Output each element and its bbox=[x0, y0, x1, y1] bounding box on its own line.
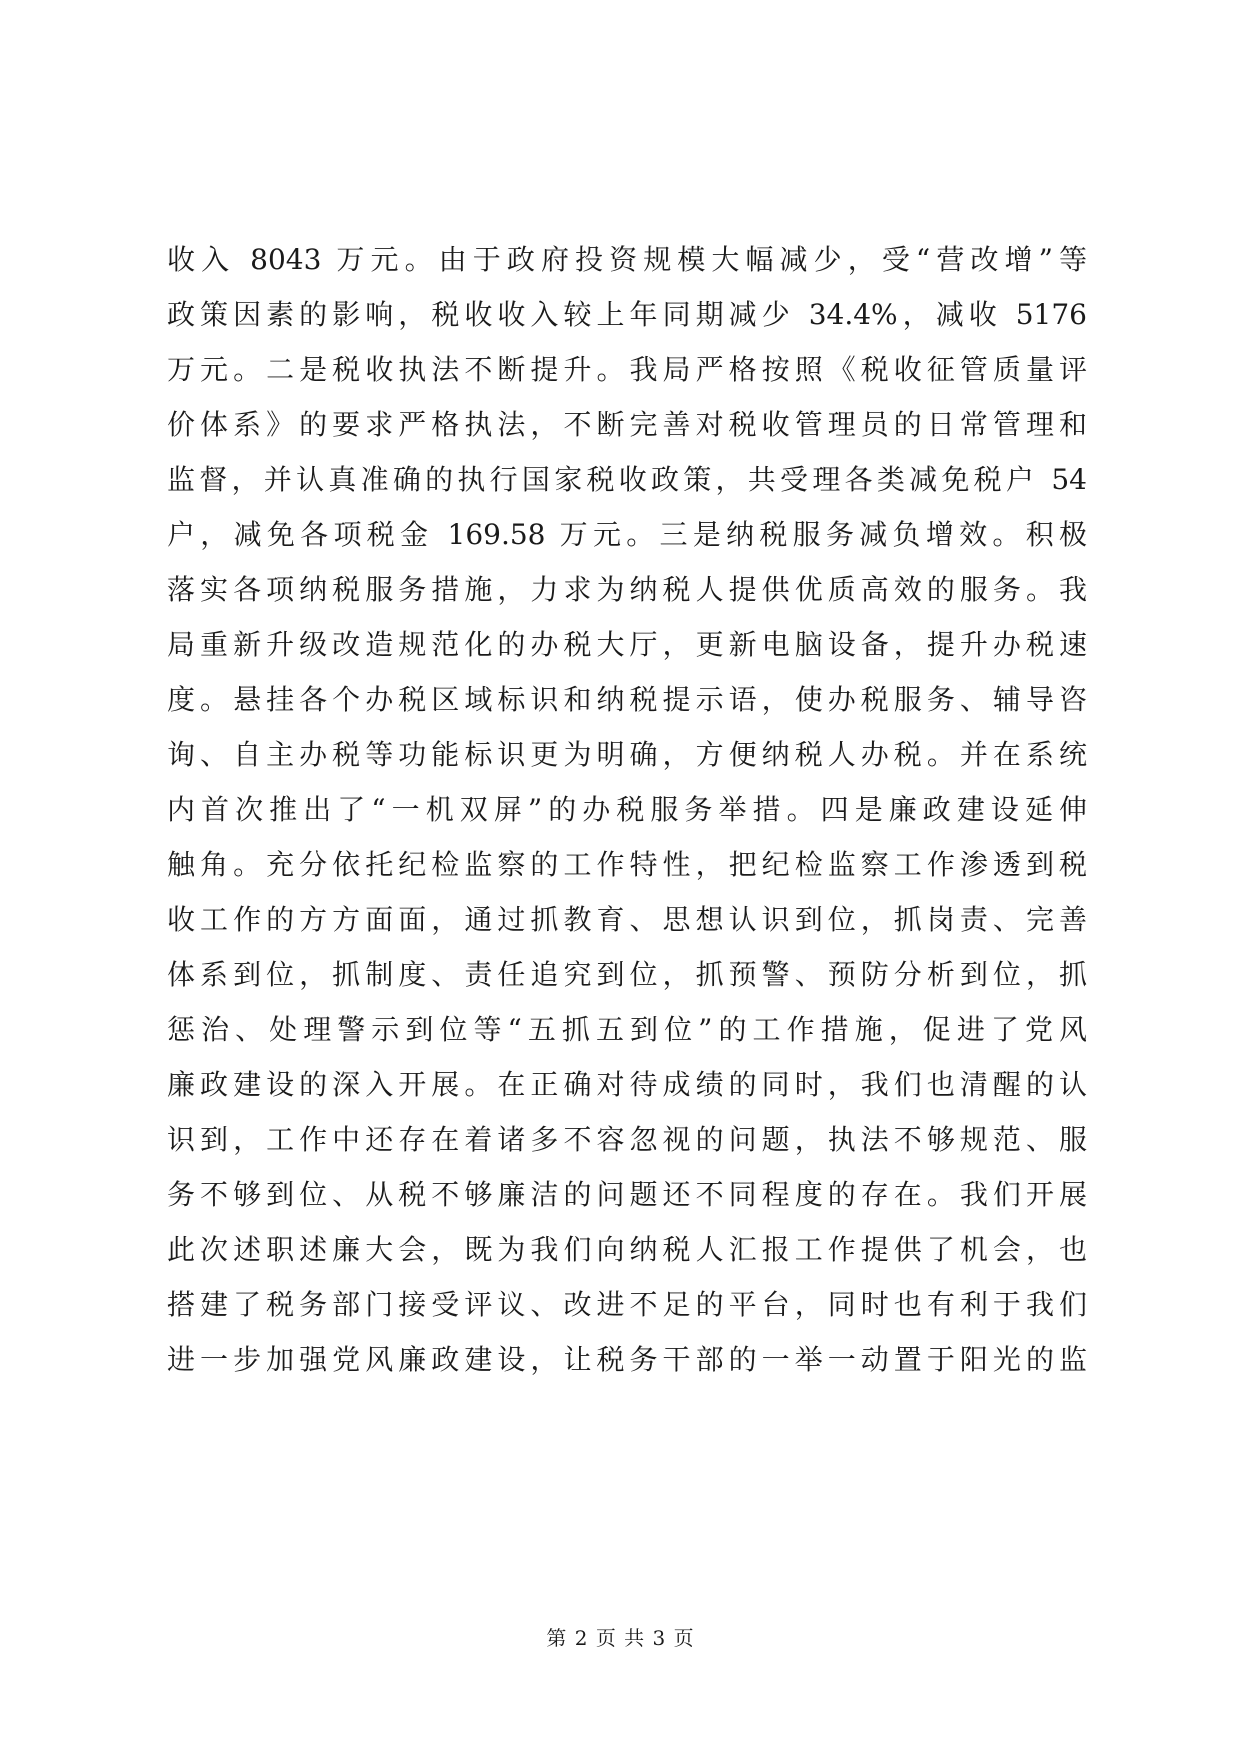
text-line: 识到，工作中还存在着诸多不容忽视的问题，执法不够规范、服 bbox=[167, 1123, 1087, 1156]
text-line: 询、自主办税等功能标识更为明确，方便纳税人办税。并在系统 bbox=[167, 738, 1087, 771]
text-line: 政策因素的影响，税收收入较上年同期减少 34.4%，减收 5176 bbox=[167, 298, 1087, 331]
text-line: 搭建了税务部门接受评议、改进不足的平台，同时也有利于我们 bbox=[167, 1288, 1087, 1321]
text-line: 廉政建设的深入开展。在正确对待成绩的同时，我们也清醒的认 bbox=[167, 1068, 1087, 1101]
text-line: 惩治、处理警示到位等“五抓五到位”的工作措施，促进了党风 bbox=[167, 1013, 1087, 1046]
text-line: 度。悬挂各个办税区域标识和纳税提示语，使办税服务、辅导咨 bbox=[167, 683, 1087, 716]
body-text bbox=[167, 232, 1087, 1387]
text-line: 价体系》的要求严格执法，不断完善对税收管理员的日常管理和 bbox=[167, 408, 1087, 441]
text-line: 落实各项纳税服务措施，力求为纳税人提供优质高效的服务。我 bbox=[167, 573, 1087, 606]
text-line: 万元。二是税收执法不断提升。我局严格按照《税收征管质量评 bbox=[167, 353, 1087, 386]
text-line: 触角。充分依托纪检监察的工作特性，把纪检监察工作渗透到税 bbox=[167, 848, 1087, 881]
text-line: 局重新升级改造规范化的办税大厅，更新电脑设备，提升办税速 bbox=[167, 628, 1087, 661]
text-line: 体系到位，抓制度、责任追究到位，抓预警、预防分析到位，抓 bbox=[167, 958, 1087, 991]
text-line: 此次述职述廉大会，既为我们向纳税人汇报工作提供了机会，也 bbox=[167, 1233, 1087, 1266]
page-footer: 第 2 页 共 3 页 bbox=[546, 1626, 695, 1650]
text-line: 监督，并认真准确的执行国家税收政策，共受理各类减免税户 54 bbox=[167, 463, 1087, 496]
text-line: 内首次推出了“一机双屏”的办税服务举措。四是廉政建设延伸 bbox=[167, 793, 1087, 826]
text-line: 务不够到位、从税不够廉洁的问题还不同程度的存在。我们开展 bbox=[167, 1178, 1087, 1211]
text-line: 收入 8043 万元。由于政府投资规模大幅减少，受“营改增”等 bbox=[167, 243, 1087, 276]
text-line: 进一步加强党风廉政建设，让税务干部的一举一动置于阳光的监 bbox=[167, 1343, 1087, 1376]
text-line: 收工作的方方面面，通过抓教育、思想认识到位，抓岗责、完善 bbox=[167, 903, 1087, 936]
text-line: 户，减免各项税金 169.58 万元。三是纳税服务减负增效。积极 bbox=[167, 518, 1087, 551]
